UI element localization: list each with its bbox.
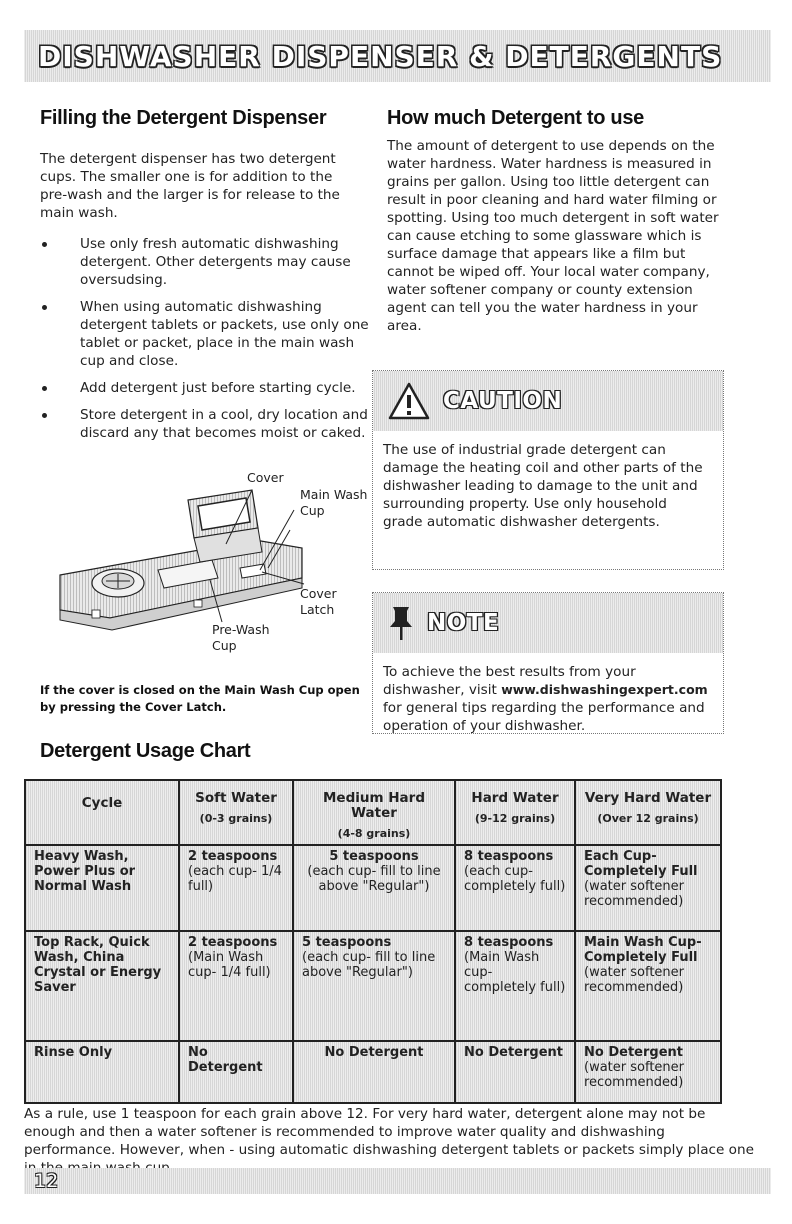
warning-triangle-icon [387, 381, 431, 421]
note-box [372, 592, 724, 734]
cover-latch-label: Cover Latch [300, 586, 337, 617]
column-header: Very Hard Water (Over 12 grains) [575, 780, 721, 845]
column-header: Hard Water (9-12 grains) [455, 780, 575, 845]
filling-bullet-list [40, 235, 370, 451]
page-footer [24, 1168, 771, 1194]
cover-label: Cover [247, 470, 284, 485]
table-cell: 8 teaspoons (Main Wash cup- completely full) [455, 931, 575, 1041]
how-much-heading: How much Detergent to use [387, 107, 644, 129]
column-header: Cycle [25, 780, 179, 845]
caution-title: CAUTION [443, 388, 563, 414]
note-link: www.dishwashingexpert.com [501, 682, 708, 697]
list-item: Use only fresh automatic dishwashing detergent. Other detergents may cause oversudsing. [40, 235, 370, 289]
note-text [373, 653, 718, 735]
note-header [373, 593, 723, 653]
table-cell: 2 teaspoons (each cup- 1/4 full) [179, 845, 293, 931]
how-much-text: The amount of detergent to use depends on the water hardness. Water hardness is measured in grains per gallon. Using too little detergent can result in poor cleaning and hard water filming or spotting. Using too much detergent in soft water can cause etching to some glassware which is surface damage that appears like a film but cannot be wiped off. Your local water company, water softener company or county extension agent can tell you the water hardness in your area. [387, 138, 719, 334]
table-cell: Each Cup- Completely Full (water softener recommended) [575, 845, 721, 931]
list-item: Store detergent in a cool, dry location and discard any that becomes moist or caked. [40, 406, 370, 442]
usage-footnote: As a rule, use 1 teaspoon for each grain above 12. For very hard water, detergent alone may not be enough and then a water softener is recommended to improve water quality and dishwashing performance. However, when - using automatic dishwashing detergent tablets or packets simply place one [24, 1106, 754, 1158]
caution-box [372, 370, 724, 570]
table-row [25, 845, 721, 931]
filling-intro: The detergent dispenser has two detergent cups. The smaller one is for addition to the pre-wash and the larger is for release to the main wash. [40, 151, 340, 221]
detergent-usage-table [24, 779, 722, 1104]
column-header: Soft Water (0-3 grains) [179, 780, 293, 845]
table-cell: 5 teaspoons (each cup- fill to line above "Regular") [293, 931, 455, 1041]
usage-chart-heading: Detergent Usage Chart [40, 740, 251, 762]
filling-heading: Filling the Detergent Dispenser [40, 107, 327, 129]
section-title: DISHWASHER DISPENSER & DETERGENTS [38, 39, 723, 73]
caution-text: The use of industrial grade detergent can damage the heating coil and other parts of the dishwasher leading to damage to the unit and surrounding property. Use only household grade automatic dishwasher detergents. [383, 442, 703, 530]
list-item: When using automatic dishwashing detergent tablets or packets, use only one tablet or packet, place in the main wash cup and close. [40, 298, 370, 370]
section-banner [24, 30, 771, 82]
note-title: NOTE [427, 610, 500, 636]
table-cell: No Detergent [455, 1041, 575, 1103]
pre-wash-cup-label: Pre-Wash Cup [212, 622, 270, 653]
cycle-cell: Rinse Only [25, 1041, 179, 1103]
table-row [25, 931, 721, 1041]
note-text-after: for general tips regarding the performance and operation of your dishwasher. [383, 700, 705, 734]
caution-header [373, 371, 723, 431]
pushpin-icon [387, 603, 415, 643]
column-header: Medium Hard Water (4-8 grains) [293, 780, 455, 845]
note-text-before: To achieve the best results from your dishwasher, visit [383, 664, 636, 698]
figure-caption: If the cover is closed on the Main Wash Cup open by pressing the Cover Latch. [40, 683, 360, 714]
table-cell: 2 teaspoons (Main Wash cup- 1/4 full) [179, 931, 293, 1041]
table-cell: 5 teaspoons (each cup- fill to line above "Regular") [293, 845, 455, 931]
table-cell: No Detergent [293, 1041, 455, 1103]
table-header-row [25, 780, 721, 845]
table-cell: No Detergent (water softener recommended) [575, 1041, 721, 1103]
list-item: Add detergent just before starting cycle. [40, 379, 370, 397]
main-wash-cup-label: Main Wash Cup [300, 487, 368, 518]
table-cell: Main Wash Cup- Completely Full (water softener recommended) [575, 931, 721, 1041]
table-cell: 8 teaspoons (each cup- completely full) [455, 845, 575, 931]
page-number: 12 [34, 1170, 59, 1192]
cycle-cell: Heavy Wash, Power Plus or Normal Wash [25, 845, 179, 931]
cycle-cell: Top Rack, Quick Wash, China Crystal or Energy Saver [25, 931, 179, 1041]
table-row [25, 1041, 721, 1103]
table-cell: No Detergent [179, 1041, 293, 1103]
